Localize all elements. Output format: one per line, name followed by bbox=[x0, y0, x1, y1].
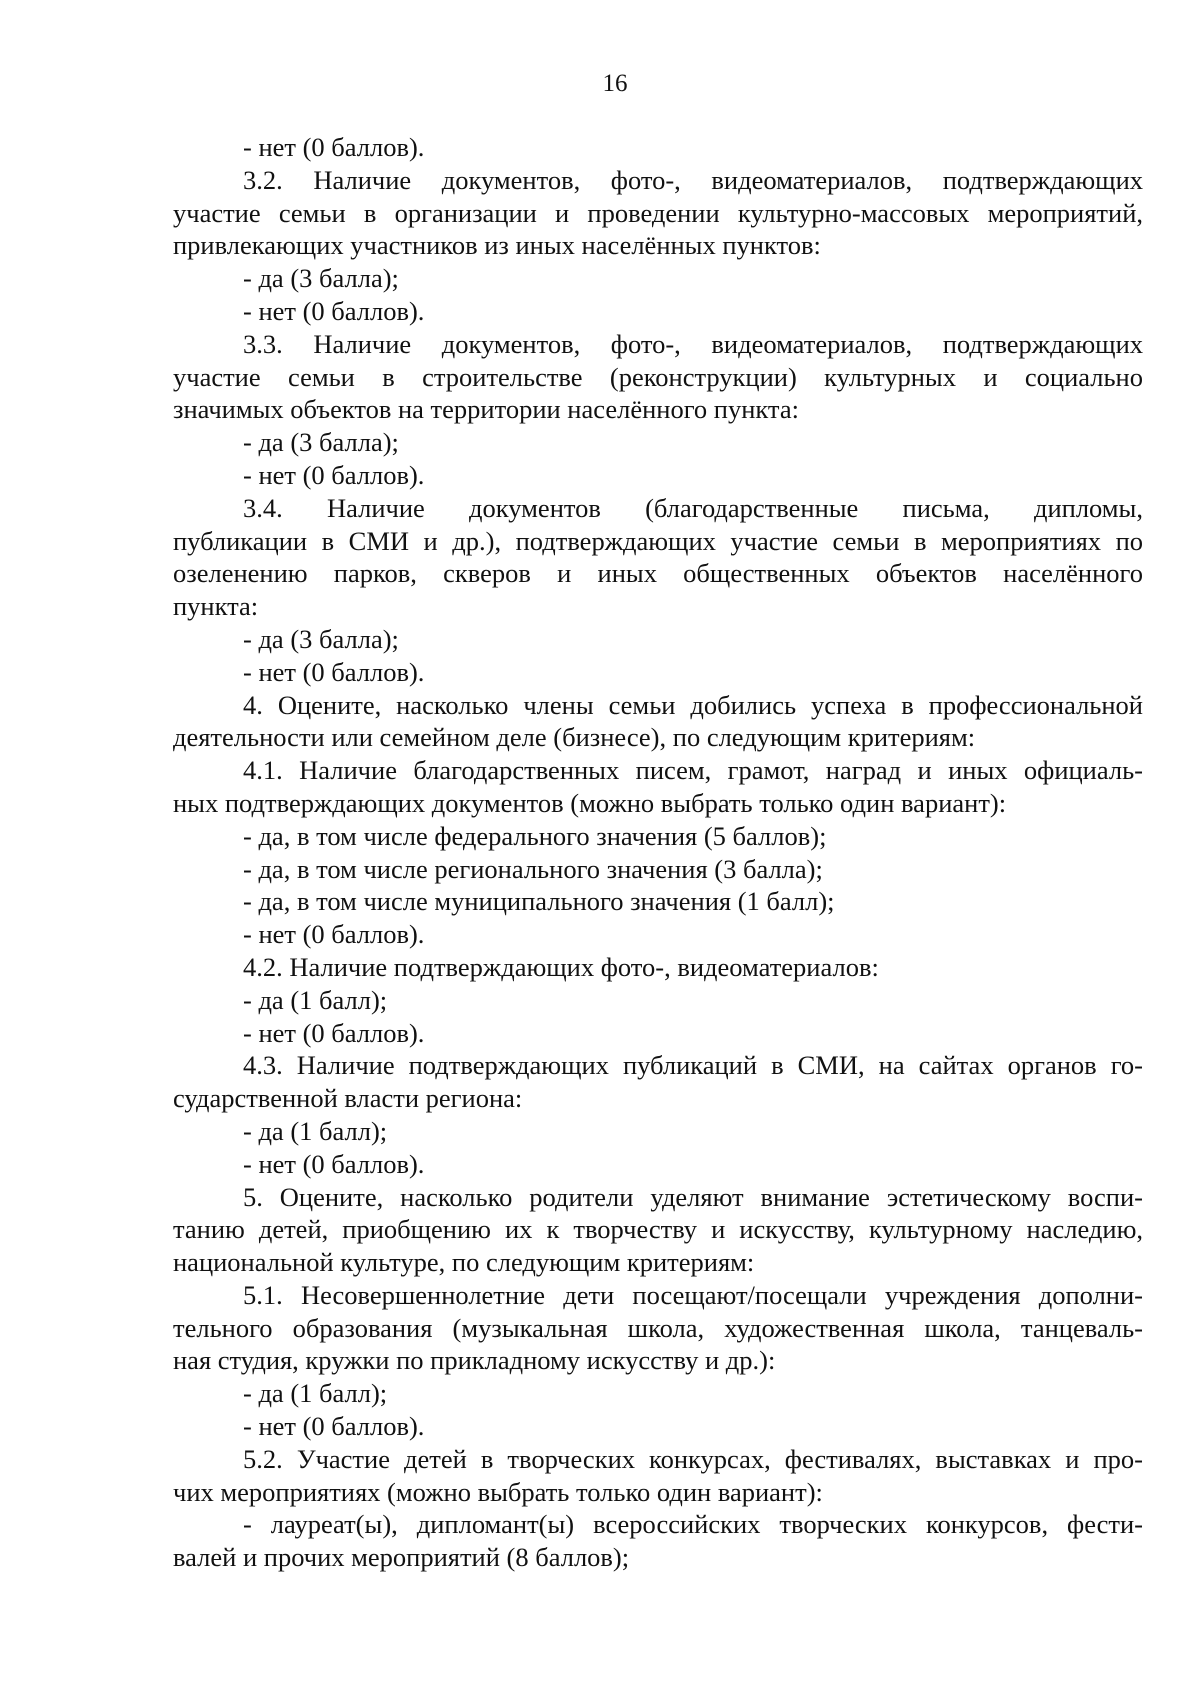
text-line: 4.2. Наличие подтверждающих фото-, видеоматериалов: bbox=[243, 951, 879, 982]
page-number: 16 bbox=[602, 70, 628, 97]
text-line: 4.3. Наличие подтверждающих публикаций в СМИ, на сайтах органов го- bbox=[243, 1050, 1143, 1081]
text-line: озеленению парков, скверов и иных общественных объектов населённого bbox=[173, 558, 1143, 589]
text-line: 4. Оцените, насколько члены семьи добились успеха в профессиональной bbox=[243, 689, 1143, 720]
text-line: 5. Оцените, насколько родители уделяют внимание эстетическому воспи- bbox=[243, 1181, 1143, 1212]
text-line: - да (1 балл); bbox=[243, 1378, 388, 1409]
text-line: тельного образования (музыкальная школа, художественная школа, танцеваль- bbox=[173, 1312, 1143, 1343]
text-line: - да, в том числе регионального значения (3 балла); bbox=[243, 853, 823, 884]
text-line: сударственной власти региона: bbox=[173, 1083, 523, 1114]
text-line: - лауреат(ы), дипломант(ы) всероссийских творческих конкурсов, фести- bbox=[243, 1509, 1143, 1540]
text-line: привлекающих участников из иных населённых пунктов: bbox=[173, 230, 821, 261]
text-line: - нет (0 баллов). bbox=[243, 656, 425, 687]
text-line: валей и прочих мероприятий (8 баллов); bbox=[173, 1542, 630, 1573]
text-line: национальной культуре, по следующим критериям: bbox=[173, 1247, 755, 1278]
text-line: - нет (0 баллов). bbox=[243, 1411, 425, 1442]
text-line: - да (1 балл); bbox=[243, 984, 388, 1015]
text-line: 5.2. Участие детей в творческих конкурсах, фестивалях, выставках и про- bbox=[243, 1443, 1143, 1474]
text-line: 4.1. Наличие благодарственных писем, грамот, наград и иных официаль- bbox=[243, 755, 1143, 786]
text-line: танию детей, приобщению их к творчеству и искусству, культурному наследию, bbox=[173, 1214, 1143, 1245]
text-line: - да (3 балла); bbox=[243, 623, 399, 654]
text-line: значимых объектов на территории населённого пункта: bbox=[173, 394, 799, 425]
text-line: участие семьи в строительстве (реконструкции) культурных и социально bbox=[173, 361, 1143, 392]
text-line: 3.2. Наличие документов, фото-, видеоматериалов, подтверждающих bbox=[243, 164, 1143, 195]
text-line: - да (3 балла); bbox=[243, 263, 399, 294]
text-line: участие семьи в организации и проведении культурно-массовых мероприятий, bbox=[173, 197, 1143, 228]
text-line: - да (1 балл); bbox=[243, 1115, 388, 1146]
text-line: деятельности или семейном деле (бизнесе), по следующим критериям: bbox=[173, 722, 976, 753]
text-line: - да, в том числе федерального значения (5 баллов); bbox=[243, 820, 827, 851]
text-line: - да, в том числе муниципального значения (1 балл); bbox=[243, 886, 835, 917]
text-line: ная студия, кружки по прикладному искусству и др.): bbox=[173, 1345, 776, 1376]
text-line: - нет (0 баллов). bbox=[243, 295, 425, 326]
text-line: - нет (0 баллов). bbox=[243, 1148, 425, 1179]
text-line: - нет (0 баллов). bbox=[243, 1017, 425, 1048]
text-line: 3.3. Наличие документов, фото-, видеоматериалов, подтверждающих bbox=[243, 328, 1143, 359]
text-line: - нет (0 баллов). bbox=[243, 459, 425, 490]
text-line: пункта: bbox=[173, 591, 259, 622]
document-body bbox=[173, 131, 1143, 1574]
text-line: чих мероприятиях (можно выбрать только один вариант): bbox=[173, 1476, 823, 1507]
text-line: ных подтверждающих документов (можно выбрать только один вариант): bbox=[173, 787, 1007, 818]
text-line: - нет (0 баллов). bbox=[243, 919, 425, 950]
text-line: - нет (0 баллов). bbox=[243, 132, 425, 162]
text-line: публикации в СМИ и др.), подтверждающих участие семьи в мероприятиях по bbox=[173, 525, 1143, 556]
text-line: 3.4. Наличие документов (благодарственные письма, дипломы, bbox=[243, 492, 1143, 523]
text-line: - да (3 балла); bbox=[243, 427, 399, 458]
text-line: 5.1. Несовершеннолетние дети посещают/посещали учреждения дополни- bbox=[243, 1279, 1143, 1310]
